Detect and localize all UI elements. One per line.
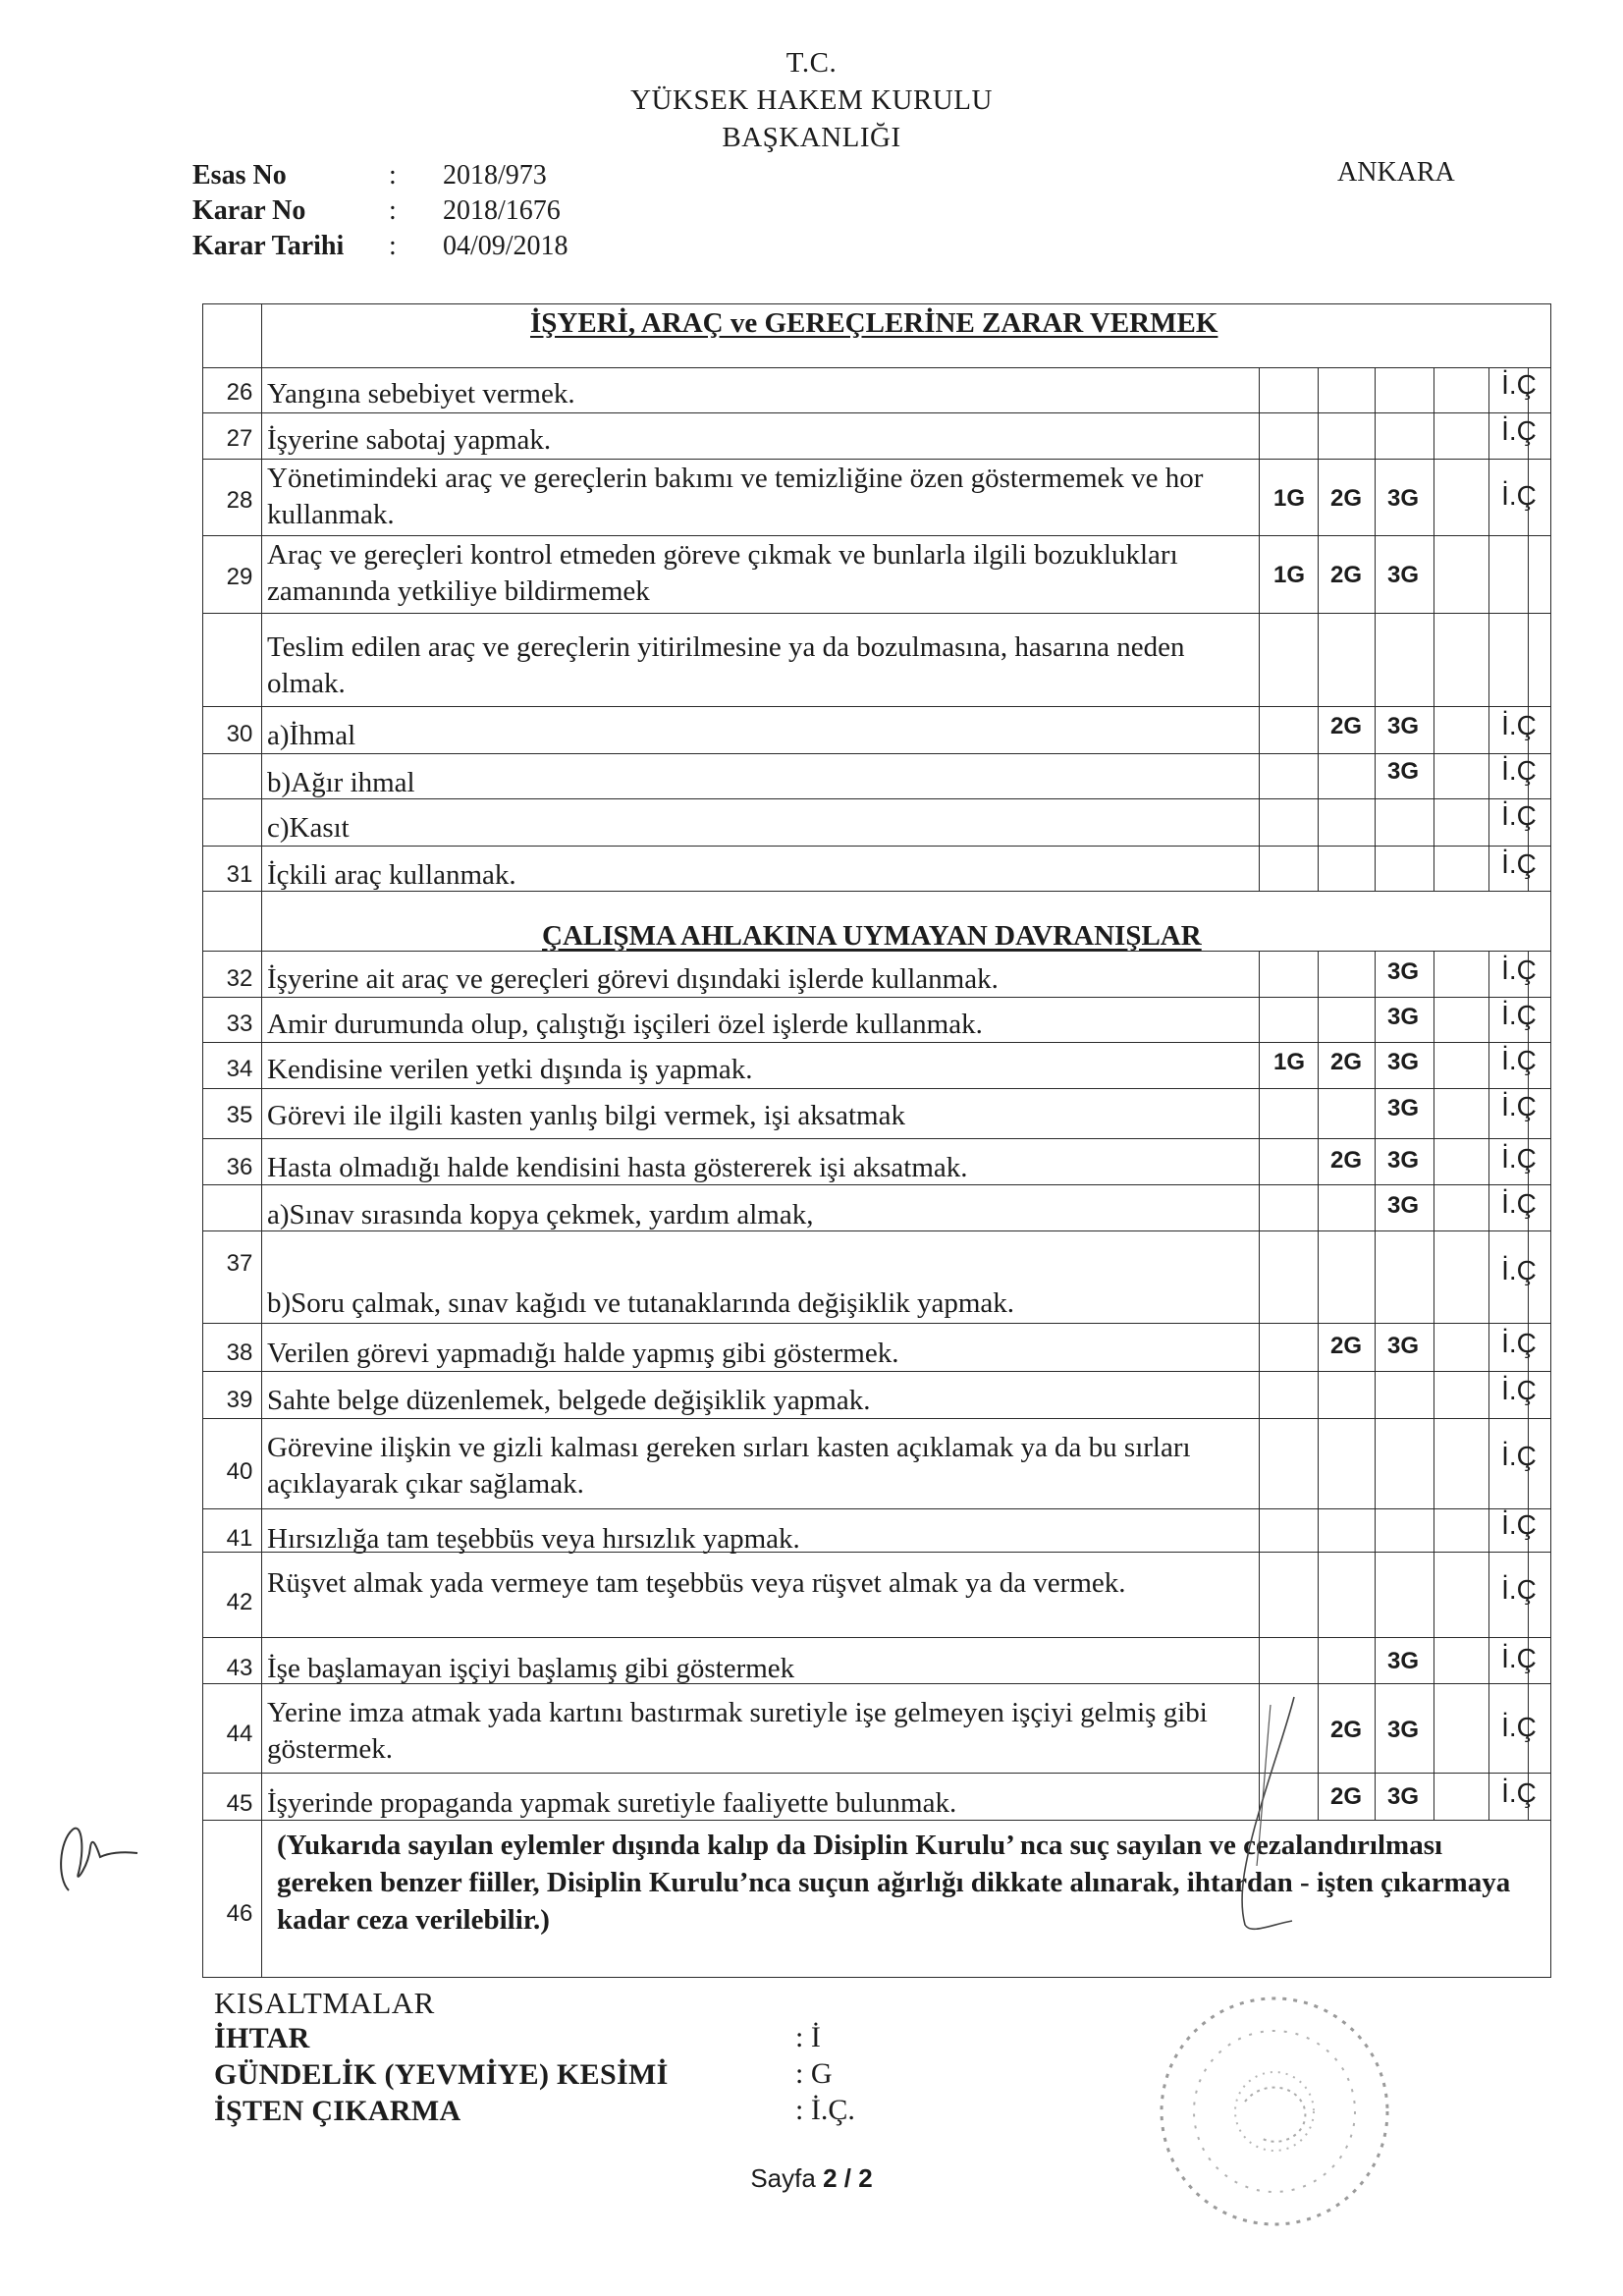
row-subtext: b)Ağır ihmal — [267, 767, 415, 798]
penalty-3g: 3G — [1386, 713, 1419, 739]
meta-value: 2018/1676 — [443, 195, 561, 226]
abbreviation-value: : G — [795, 2057, 833, 2090]
penalty-3g: 3G — [1386, 1147, 1419, 1174]
penalty-dismissal: İ.Ç — [1501, 1441, 1537, 1471]
penalty-dismissal: İ.Ç — [1501, 1509, 1537, 1540]
row-number: 30 — [226, 721, 253, 747]
penalty-dismissal: İ.Ç — [1501, 1091, 1537, 1121]
row-text: Sahte belge düzenlemek, belgede değişiklik yapmak. — [267, 1385, 871, 1416]
header-city: ANKARA — [1337, 157, 1455, 188]
margin-initial-signature — [39, 1812, 147, 1910]
official-seal-icon — [1137, 1984, 1392, 2239]
row-text: Rüşvet almak yada vermeye tam teşebbüs veya rüşvet almak ya da vermek. — [267, 1567, 1126, 1599]
penalty-3g: 3G — [1386, 1049, 1419, 1075]
row-text: Görevi ile ilgili kasten yanlış bilgi vermek, işi aksatmak — [267, 1100, 905, 1131]
column-divider — [1318, 367, 1319, 891]
row-text: Amir durumunda olup, çalıştığı işçileri özel işlerde kullanmak. — [267, 1009, 983, 1040]
penalty-3g: 3G — [1386, 1192, 1419, 1219]
penalty-dismissal: İ.Ç — [1501, 1328, 1537, 1358]
penalty-3g: 3G — [1386, 758, 1419, 785]
penalty-dismissal: İ.Ç — [1501, 1255, 1537, 1285]
row-number: 42 — [226, 1589, 253, 1615]
penalty-dismissal: İ.Ç — [1501, 1375, 1537, 1405]
penalty-dismissal: İ.Ç — [1501, 1188, 1537, 1219]
row-text: Yangına sebebiyet vermek. — [267, 378, 575, 410]
penalty-2g: 2G — [1329, 485, 1362, 512]
row-number: 29 — [226, 564, 253, 590]
row-text: Verilen görevi yapmadığı halde yapmış gibi göstermek. — [267, 1338, 899, 1369]
row-text: İşyerine ait araç ve gereçleri görevi dışındaki işlerde kullanmak. — [267, 963, 999, 995]
row-text: Kendisine verilen yetki dışında iş yapmak. — [267, 1054, 753, 1085]
penalty-1g: 1G — [1272, 485, 1305, 512]
penalty-dismissal: İ.Ç — [1501, 1045, 1537, 1075]
penalty-dismissal: İ.Ç — [1501, 1712, 1537, 1742]
penalty-2g: 2G — [1329, 562, 1362, 588]
penalty-2g: 2G — [1329, 713, 1362, 739]
row-number: 35 — [226, 1102, 253, 1128]
row-text: İşyerine sabotaj yapmak. — [267, 424, 552, 456]
section-title-damage: İŞYERİ, ARAÇ ve GEREÇLERİNE ZARAR VERMEK — [530, 307, 1218, 339]
penalty-dismissal: İ.Ç — [1501, 955, 1537, 985]
row-text: İçkili araç kullanmak. — [267, 859, 516, 891]
row-number: 31 — [226, 861, 253, 888]
row-number: 44 — [226, 1721, 253, 1747]
row-number: 34 — [226, 1056, 253, 1082]
page-label: Sayfa — [750, 2163, 816, 2193]
penalty-1g: 1G — [1272, 562, 1305, 588]
meta-label: Karar Tarihi — [192, 231, 345, 261]
penalty-3g: 3G — [1386, 1783, 1419, 1810]
row-number: 41 — [226, 1525, 253, 1552]
penalty-3g: 3G — [1386, 1717, 1419, 1743]
row-separator — [202, 1637, 1551, 1638]
meta-label: Karar No — [192, 195, 306, 226]
row-separator — [202, 535, 1551, 536]
page-number: 2 / 2 — [823, 2163, 873, 2193]
penalty-3g: 3G — [1386, 1004, 1419, 1030]
row-number: 45 — [226, 1790, 253, 1817]
meta-colon: : — [389, 231, 397, 261]
penalty-3g: 3G — [1386, 1333, 1419, 1359]
penalty-dismissal: İ.Ç — [1501, 480, 1537, 511]
row-separator — [202, 1088, 1551, 1089]
row-number: 26 — [226, 379, 253, 406]
row-separator — [202, 367, 1551, 368]
row-separator — [202, 613, 1551, 614]
row-number: 38 — [226, 1339, 253, 1366]
penalty-dismissal: İ.Ç — [1501, 369, 1537, 400]
penalty-2g: 2G — [1329, 1049, 1362, 1075]
row-separator — [202, 459, 1551, 460]
row-text: a)Sınav sırasında kopya çekmek, yardım almak, — [267, 1199, 814, 1230]
column-divider — [1375, 367, 1376, 891]
row-subtext: b)Soru çalmak, sınav kağıdı ve tutanaklarında değişiklik yapmak. — [267, 1287, 1015, 1319]
row-text: Görevine ilişkin ve gizli kalması gereken sırları kasten açıklamak ya da bu sırları açıklayarak çıkar sağlamak. — [267, 1432, 1191, 1500]
row-text: İşe başlamayan işçiyi başlamış gibi göstermek — [267, 1653, 795, 1684]
meta-colon: : — [389, 160, 397, 191]
row-subtext: a)İhmal — [267, 720, 356, 751]
penalty-2g: 2G — [1329, 1147, 1362, 1174]
abbreviations-title: KISALTMALAR — [214, 1986, 435, 2020]
row-number: 39 — [226, 1387, 253, 1413]
row-number: 36 — [226, 1154, 253, 1180]
row-number: 27 — [226, 425, 253, 452]
row-separator — [202, 1773, 1551, 1774]
penalty-dismissal: İ.Ç — [1501, 415, 1537, 446]
penalty-3g: 3G — [1386, 1095, 1419, 1121]
row-separator — [202, 1323, 1551, 1324]
row-text: Hasta olmadığı halde kendisini hasta göstererek işi aksatmak. — [267, 1152, 968, 1183]
column-divider — [1259, 367, 1260, 891]
row-separator — [202, 412, 1551, 413]
penalty-dismissal: İ.Ç — [1501, 1000, 1537, 1030]
penalty-3g: 3G — [1386, 485, 1419, 512]
row-number: 33 — [226, 1011, 253, 1037]
meta-value: 04/09/2018 — [443, 231, 568, 261]
penalty-1g: 1G — [1272, 1049, 1305, 1075]
header-institution: YÜKSEK HAKEM KURULU — [630, 84, 993, 116]
row-text: İşyerinde propaganda yapmak suretiyle faaliyette bulunmak. — [267, 1787, 957, 1819]
row-subtext: c)Kasıt — [267, 812, 350, 844]
penalty-2g: 2G — [1329, 1783, 1362, 1810]
section-title-ethics: ÇALIŞMA AHLAKINA UYMAYAN DAVRANIŞLAR — [542, 920, 1202, 952]
row-number: 37 — [226, 1250, 253, 1277]
penalty-dismissal: İ.Ç — [1501, 800, 1537, 831]
penalty-3g: 3G — [1386, 562, 1419, 588]
penalty-dismissal: İ.Ç — [1501, 1574, 1537, 1605]
row-number: 28 — [226, 487, 253, 514]
penalty-dismissal: İ.Ç — [1501, 755, 1537, 786]
penalty-3g: 3G — [1386, 1648, 1419, 1674]
abbreviation-label: GÜNDELİK (YEVMİYE) KESİMİ — [214, 2058, 669, 2091]
header-tc: T.C. — [785, 47, 838, 79]
row-text: Teslim edilen araç ve gereçlerin yitirilmesine ya da bozulmasına, hasarına neden olmak. — [267, 631, 1185, 699]
row-text: Yönetimindeki araç ve gereçlerin bakımı ve temizliğine özen göstermemek ve hor kullanmak. — [267, 463, 1204, 530]
row-number: 43 — [226, 1655, 253, 1681]
row-number: 40 — [226, 1458, 253, 1485]
meta-value: 2018/973 — [443, 160, 547, 191]
penalty-2g: 2G — [1329, 1717, 1362, 1743]
meta-label: Esas No — [192, 160, 287, 191]
penalty-dismissal: İ.Ç — [1501, 710, 1537, 740]
row-separator — [202, 1138, 1551, 1139]
header-department: BAŞKANLIĞI — [722, 122, 901, 153]
signature-icon — [1208, 1689, 1325, 1944]
penalty-2g: 2G — [1329, 1333, 1362, 1359]
row-text: Araç ve gereçleri kontrol etmeden göreve çıkmak ve bunlarla ilgili bozuklukları zamanında yetkiliye bildirmemek — [267, 539, 1178, 607]
abbreviation-label: İHTAR — [214, 2022, 310, 2054]
abbreviation-value: : İ.Ç. — [795, 2094, 855, 2126]
meta-colon: : — [389, 195, 397, 226]
row-number: 32 — [226, 965, 253, 992]
abbreviation-value: : İ — [795, 2021, 821, 2053]
row-separator — [202, 1508, 1551, 1509]
row-text: Yerine imza atmak yada kartını bastırmak suretiyle işe gelmeyen işçiyi gelmiş gibi göstermek. — [267, 1697, 1208, 1765]
penalty-dismissal: İ.Ç — [1501, 848, 1537, 879]
penalty-dismissal: İ.Ç — [1501, 1143, 1537, 1174]
row-separator — [202, 706, 1551, 707]
abbreviation-label: İŞTEN ÇIKARMA — [214, 2095, 461, 2127]
row-text: Hırsızlığa tam teşebbüs veya hırsızlık yapmak. — [267, 1523, 800, 1555]
penalty-3g: 3G — [1386, 958, 1419, 985]
penalty-dismissal: İ.Ç — [1501, 1643, 1537, 1673]
row-46-note: (Yukarıda sayılan eylemler dışında kalıp da Disiplin Kurulu’ nca suç sayılan ve cezalandırılması gereken benzer fiiller, Disiplin Kurulu’nca suçun ağırlığı dikkate alınarak, ihtardan - işten çıkarmaya kadar ceza verilebilir.) — [277, 1830, 1511, 1936]
column-divider — [1375, 951, 1376, 1820]
row-number: 46 — [226, 1900, 253, 1927]
penalty-dismissal: İ.Ç — [1501, 1777, 1537, 1808]
